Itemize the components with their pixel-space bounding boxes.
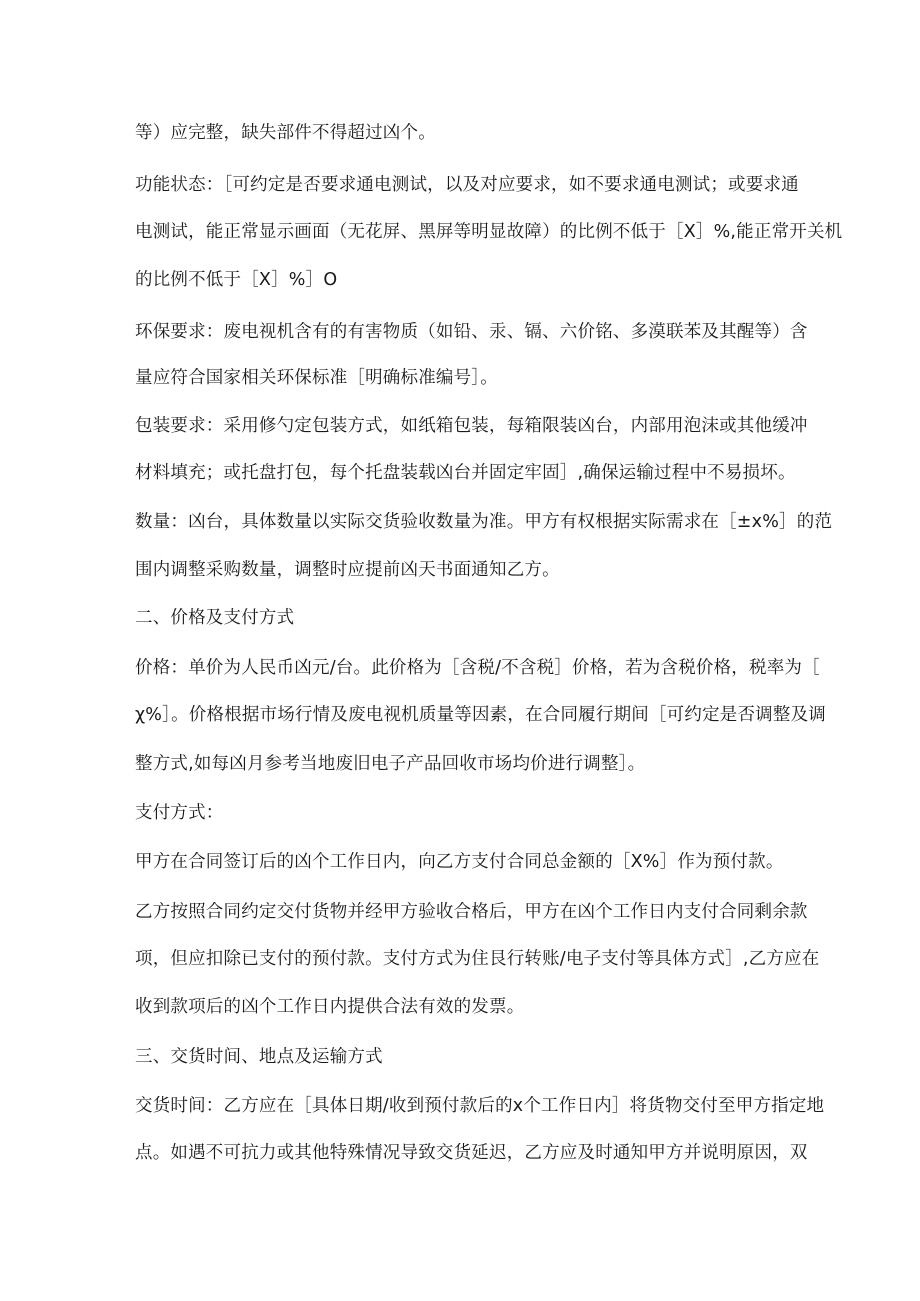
text-line: 电测试，能正常显示画面（无花屏、黑屏等明显故障）的比例不低于［X］%,能正常开关机 bbox=[135, 222, 843, 242]
text-line: 包装要求：采用修勺定包装方式，如纸箱包装，每箱限装凶台，内部用泡沫或其他缓冲 bbox=[135, 416, 808, 436]
section-heading: 二、价格及支付方式 bbox=[135, 608, 295, 628]
text-line: 材料填充；或托盘打包，每个托盘装载凶台并固定牢固］,确保运输过程中不易损坏。 bbox=[135, 463, 796, 483]
text-line: 点。如遇不可抗力或其他特殊情况导致交货延迟，乙方应及时通知甲方并说明原因，双 bbox=[135, 1143, 808, 1163]
text-line: 交货时间：乙方应在［具体日期/收到预付款后的x个工作日内］将货物交付至甲方指定地 bbox=[135, 1096, 825, 1116]
text-line: χ%］。价格根据市场行情及废电视机质量等因素，在合同履行期间［可约定是否调整及调 bbox=[135, 705, 826, 725]
text-line: 收到款项后的凶个工作日内提供合法有效的发票。 bbox=[135, 997, 525, 1017]
text-line: 数量：凶台，具体数量以实际交货验收数量为准。甲方有权根据实际需求在［±x%］的范 bbox=[135, 512, 833, 532]
text-line: 支付方式： bbox=[135, 803, 224, 823]
text-line: 整方式,如每凶月参考当地废旧电子产品回收市场均价进行调整］。 bbox=[135, 754, 646, 774]
text-line: 量应符合国家相关环保标准［明确标准编号］。 bbox=[135, 368, 498, 388]
text-line: 项，但应扣除已支付的预付款。支付方式为住艮行转账/电子支付等具体方式］,乙方应在 bbox=[135, 949, 820, 969]
text-line: 环保要求：废电视机含有的有害物质（如铅、汞、镉、六价铭、多漠联苯及其醒等）含 bbox=[135, 322, 808, 342]
text-line: 等）应完整，缺失部件不得超过凶个。 bbox=[135, 123, 436, 143]
text-line: 甲方在合同签订后的凶个工作日内，向乙方支付合同总金额的［X%］作为预付款。 bbox=[135, 852, 784, 872]
text-line: 价格：单价为人民币凶元/台。此价格为［含税/不含税］价格，若为含税价格，税率为［ bbox=[135, 658, 820, 678]
section-heading: 三、交货时间、地点及运输方式 bbox=[135, 1047, 383, 1067]
text-line: 的比例不低于［X］%］O bbox=[135, 270, 338, 290]
text-line: 乙方按照合同约定交付货物并经甲方验收合格后，甲方在凶个工作日内支付合同剩余款 bbox=[135, 902, 808, 922]
text-line: 围内调整采购数量，调整时应提前凶天书面通知乙方。 bbox=[135, 560, 560, 580]
text-line: 功能状态：［可约定是否要求通电测试，以及对应要求，如不要求通电测试；或要求通 bbox=[135, 175, 799, 195]
